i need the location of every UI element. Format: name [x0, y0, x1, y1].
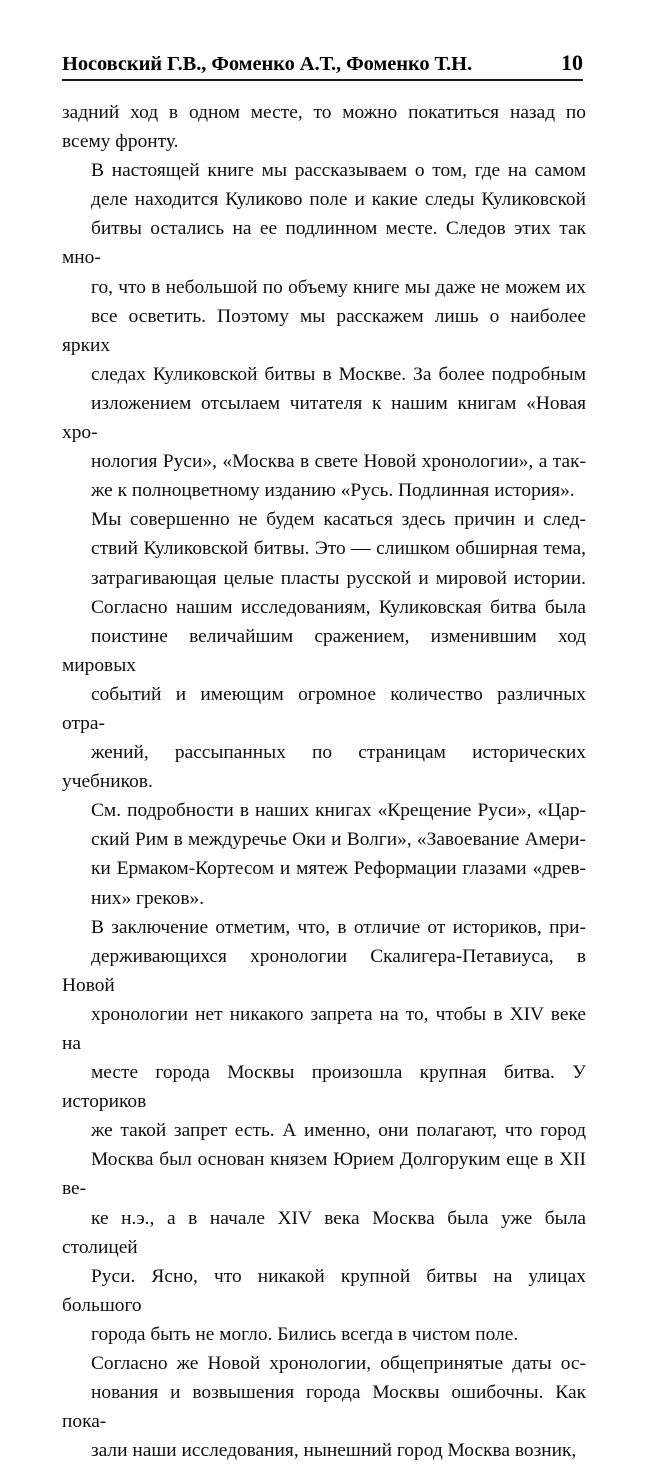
paragraph — [62, 913, 591, 1349]
text-line: хронологии нет никакого запрета на то, чтобы в XIV веке на — [62, 1003, 591, 1054]
text-line: битвы остались на ее подлинном месте. Следов этих так мно- — [62, 218, 591, 269]
running-head — [62, 50, 583, 76]
text-line: жений, рассыпанных по страницам исторических учебников. — [62, 742, 591, 793]
text-line: них» греков». — [91, 887, 205, 909]
text-line: В настоящей книге мы рассказываем о том, где на самом — [91, 160, 586, 182]
paragraph — [62, 1349, 591, 1465]
body-text — [62, 98, 591, 1465]
text-line: Мы совершенно не будем касаться здесь причин и след- — [91, 509, 586, 531]
paragraph — [62, 505, 591, 912]
text-line: месте города Москвы произошла крупная битва. У историков — [62, 1062, 591, 1113]
text-line: Согласно нашим исследованиям, Куликовская битва была — [91, 596, 586, 618]
text-line: деле находится Куликово поле и какие следы Куликовской — [91, 189, 586, 211]
text-line: ский Рим в междуречье Оки и Волги», «Завоевание Амери- — [91, 829, 586, 851]
text-line: зали наши исследования, нынешний город Москва возник, — [91, 1440, 577, 1462]
text-line: Москва был основан князем Юрием Долгоруким еще в XII ве- — [62, 1149, 591, 1200]
text-line: В заключение отметим, что, в отличие от историков, при- — [91, 916, 586, 938]
running-head-authors: Носовский Г.В., Фоменко А.Т., Фоменко Т.Н. — [62, 53, 472, 75]
text-line: же к полноцветному изданию «Русь. Подлинная история». — [91, 480, 575, 502]
running-head-rule — [62, 79, 583, 81]
paragraph — [62, 98, 586, 156]
text-line: ке н.э., а в начале XIV века Москва была уже была столицей — [62, 1207, 591, 1258]
text-line: ки Ермаком-Кортесом и мятеж Реформации глазами «древ- — [91, 858, 586, 880]
text-line: ствий Куликовской битвы. Это — слишком обширная тема, — [91, 538, 586, 560]
text-line: все осветить. Поэтому мы расскажем лишь о наиболее ярких — [62, 305, 591, 356]
text-line: См. подробности в наших книгах «Крещение Руси», «Цар- — [91, 800, 586, 822]
text-line: изложением отсылаем читателя к нашим книгам «Новая хро- — [62, 392, 591, 444]
text-line: го, что в небольшой по объему книге мы даже не можем их — [91, 276, 586, 298]
text-line: затрагивающая целые пласты русской и мировой истории. — [91, 567, 586, 589]
page-number: 10 — [561, 50, 583, 75]
text-line: Руси. Ясно, что никакой крупной битвы на улицах большого — [62, 1265, 591, 1316]
text-line: нология Руси», «Москва в свете Новой хронологии», а так- — [91, 451, 586, 473]
text-line: держивающихся хронологии Скалигера-Петавиуса, в Новой — [62, 945, 591, 996]
text-line: Согласно же Новой хронологии, общепринятые даты ос- — [91, 1353, 586, 1375]
text-line: событий и имеющим огромное количество различных отра- — [62, 683, 591, 734]
text-line: поистине величайшим сражением, изменившим ход мировых — [62, 625, 591, 676]
text-line: нования и возвышения города Москвы ошибочны. Как пока- — [62, 1382, 591, 1433]
paragraph — [62, 156, 591, 505]
text-line: задний ход в одном месте, то можно покатиться назад по — [62, 102, 586, 123]
text-line: города быть не могло. Бились всегда в чистом поле. — [91, 1323, 519, 1345]
text-line: всему фронту. — [62, 131, 179, 153]
text-line: же такой запрет есть. А именно, они полагают, что город — [91, 1120, 586, 1142]
text-line: следах Куликовской битвы в Москве. За более подробным — [91, 363, 586, 385]
